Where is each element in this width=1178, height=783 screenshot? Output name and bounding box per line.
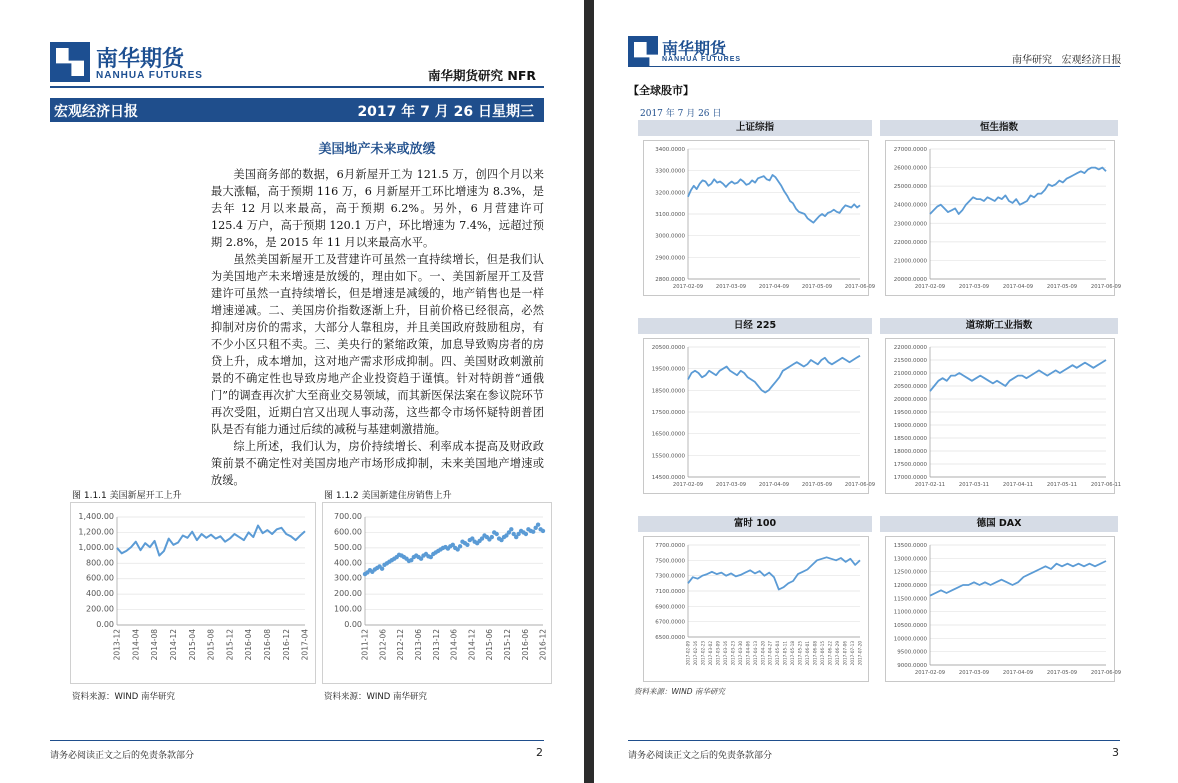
figure-2-caption: 图 1.1.2 美国新建住房销售上升 <box>324 491 452 501</box>
report-title-bar <box>50 98 544 122</box>
x-tick-label: 2017-03-09 <box>715 482 747 488</box>
x-tick-label: 2017-05-09 <box>1046 670 1078 676</box>
y-tick-label: 18000.0000 <box>893 449 927 455</box>
page-number: 3 <box>1112 746 1119 759</box>
x-tick-label: 2017-03-16 <box>722 641 728 666</box>
logo-chinese-name: 南华期货 <box>662 39 727 58</box>
x-tick-label: 2017-02-09 <box>685 641 691 666</box>
footer-divider <box>50 740 544 741</box>
y-tick-label: 21500.0000 <box>893 358 927 364</box>
y-tick-label: 15500.0000 <box>651 453 685 460</box>
x-tick-label: 2014-04 <box>131 629 141 661</box>
article-title: 美国地产未来或放缓 <box>318 142 436 157</box>
y-tick-label: 1,200.00 <box>78 527 114 537</box>
x-tick-label: 2017-05-18 <box>790 641 796 666</box>
chart-hang_seng <box>885 140 1122 296</box>
y-tick-label: 3300.0000 <box>655 168 685 175</box>
left-page <box>0 0 584 783</box>
header-divider <box>628 66 1120 67</box>
y-tick-label: 600.00 <box>86 573 114 583</box>
x-tick-label: 2015-06 <box>485 629 495 661</box>
housing-starts-svg <box>71 503 315 683</box>
x-tick-label: 2017-04-13 <box>752 641 758 666</box>
x-tick-label: 2016-08 <box>263 629 273 661</box>
y-tick-label: 1,400.00 <box>78 512 114 521</box>
series-line <box>930 360 1106 391</box>
y-tick-label: 3000.0000 <box>655 233 685 240</box>
y-tick-label: 18500.0000 <box>651 388 685 395</box>
x-tick-label: 2017-06-11 <box>1090 482 1122 488</box>
report-date: 2017 年 7 月 26 日星期三 <box>357 104 534 120</box>
y-tick-label: 27000.0000 <box>893 147 927 153</box>
research-brand: 南华期货研究 NFR <box>428 68 536 83</box>
x-tick-label: 2015-08 <box>206 629 216 661</box>
series-line <box>930 168 1106 214</box>
panel-title-hang_seng: 恒生指数 <box>880 120 1118 136</box>
y-tick-label: 700.00 <box>334 512 362 521</box>
logo-english-name: NANHUA FUTURES <box>662 56 742 63</box>
x-tick-label: 2017-03-09 <box>715 284 747 290</box>
x-tick-label: 2013-12 <box>112 629 122 661</box>
x-tick-label: 2017-03-11 <box>958 482 990 488</box>
y-tick-label: 20500.0000 <box>893 384 927 390</box>
y-tick-label: 17000.0000 <box>893 475 927 481</box>
x-tick-label: 2017-05-04 <box>775 641 781 666</box>
footer-divider <box>628 740 1120 741</box>
chart-svg-ftse100 <box>644 537 868 681</box>
chart-dow_jones <box>885 338 1122 494</box>
x-tick-label: 2017-03-09 <box>958 670 990 676</box>
x-tick-label: 2017-02-09 <box>914 670 946 676</box>
new-home-sales-svg <box>323 503 551 683</box>
y-tick-label: 12000.0000 <box>893 583 927 589</box>
x-tick-label: 2017-03-23 <box>730 641 736 666</box>
y-tick-label: 0.00 <box>344 620 362 629</box>
x-tick-label: 2017-04-09 <box>758 482 790 488</box>
page-number: 2 <box>536 746 543 759</box>
y-tick-label: 9500.0000 <box>897 649 927 656</box>
y-tick-label: 20500.0000 <box>651 345 685 351</box>
y-tick-label: 10500.0000 <box>893 623 927 629</box>
y-tick-label: 100.00 <box>334 604 362 614</box>
y-tick-label: 22000.0000 <box>893 345 927 351</box>
y-tick-label: 2900.0000 <box>655 255 685 262</box>
y-tick-label: 3400.0000 <box>655 147 685 153</box>
x-tick-label: 2017-02-11 <box>914 482 946 488</box>
x-tick-label: 2017-05-09 <box>1046 284 1078 290</box>
series-line <box>930 561 1106 596</box>
y-tick-label: 21000.0000 <box>893 371 927 377</box>
y-tick-label: 21000.0000 <box>893 258 927 265</box>
y-tick-label: 14500.0000 <box>651 475 685 481</box>
x-tick-label: 2017-05-11 <box>782 641 788 666</box>
x-tick-label: 2017-04-11 <box>1002 482 1034 488</box>
nanhua-logo-icon <box>50 42 90 82</box>
x-tick-label: 2016-04 <box>244 629 254 661</box>
x-tick-label: 2014-12 <box>467 629 477 661</box>
x-tick-label: 2014-06 <box>449 629 459 661</box>
y-tick-label: 800.00 <box>86 558 114 568</box>
header-right-text: 南华研究 宏观经济日报 <box>1012 55 1122 66</box>
y-tick-label: 26000.0000 <box>893 165 927 172</box>
x-tick-label: 2017-04-06 <box>745 641 751 666</box>
x-tick-label: 2017-02-23 <box>700 641 706 666</box>
data-point <box>458 544 462 548</box>
article-paragraph-1: 美国商务部的数据，6月新屋开工为 121.5 万，创四个月以来最大涨幅，高于预期 116 万，6 月新屋开工环比增速为 8.3%，是去年 12 月以来最高，高于预期 6.2%。另外，6 月营建许可 125.4 万户，高于预期 120.1 万户，环比增速为 7.4%，远超过预期 2.8%，是 2015 年 11 月以来最高水平。 <box>211 168 544 249</box>
x-tick-label: 2017-06-09 <box>844 284 876 290</box>
y-tick-label: 11000.0000 <box>893 609 927 616</box>
x-tick-label: 2015-12 <box>503 629 513 661</box>
x-tick-label: 2017-04-20 <box>760 641 766 666</box>
x-tick-label: 2017-06-08 <box>812 641 818 666</box>
chart-dax <box>885 536 1122 682</box>
x-tick-label: 2017-06-09 <box>1090 670 1122 676</box>
footer-disclaimer: 请务必阅读正文之后的免责条款部分 <box>50 751 195 761</box>
y-tick-label: 19500.0000 <box>651 366 685 373</box>
x-tick-label: 2017-06-15 <box>820 641 826 666</box>
panel-title-nikkei: 日经 225 <box>638 318 872 334</box>
panel-title-dax: 德国 DAX <box>880 516 1118 532</box>
y-tick-label: 9000.0000 <box>897 663 927 669</box>
data-point <box>509 527 513 531</box>
article-paragraph-3: 综上所述，我们认为，房价持续增长、利率成本提高及财政政策前景不确定性对美国房地产市场形成抑制，未来美国地产增速或放缓。 <box>211 440 544 487</box>
data-point <box>531 530 535 534</box>
x-tick-label: 2017-07-13 <box>849 641 855 666</box>
x-tick-label: 2017-03-30 <box>737 641 743 666</box>
y-tick-label: 300.00 <box>334 573 362 583</box>
x-tick-label: 2017-06-22 <box>827 641 833 666</box>
article-body <box>211 166 544 489</box>
y-tick-label: 13000.0000 <box>893 556 927 563</box>
y-tick-label: 12500.0000 <box>893 569 927 576</box>
article-paragraph-2: 虽然美国新屋开工及营建许可虽然一直持续增长，但是我们认为美国地产未来增速是放缓的，理由如下。一、美国新屋开工及营建许可虽然一直持续增长，但是增速是减缓的，地产销售也是一样增速递减。二、美国房价指数逐渐上升，目前价格已经很高，必然抑制对房价的需求，大部分人靠租房，并且美国政府鼓励租房，有不少小区只租不卖。三、美央行的紧缩政策，加息导致购房者的房贷上升，成本增加，这对地产需求形成抑制。四、美国财政刺激前景的不确定性也导致房地产企业投资趋于谨慎。针对特朗普“通俄门”的调查再次扩大至商业交易领域，而其新医保法案在参议院环节再次受阻，近期白宫又出现人事动荡，这些都令市场怀疑特朗普团队是否有能力通过后续的减税与基建刺激措施。 <box>211 253 544 436</box>
x-tick-label: 2017-07-20 <box>857 641 863 666</box>
y-tick-label: 19500.0000 <box>893 410 927 416</box>
header-divider <box>50 86 544 88</box>
x-tick-label: 2017-04-09 <box>1002 670 1034 676</box>
chart-shanghai <box>643 140 876 296</box>
x-tick-label: 2017-03-09 <box>715 641 721 666</box>
y-tick-label: 18500.0000 <box>893 436 927 442</box>
x-tick-label: 2014-12 <box>169 629 179 661</box>
series-line <box>688 356 860 393</box>
y-tick-label: 10000.0000 <box>893 636 927 643</box>
x-tick-label: 2017-03-02 <box>707 641 713 666</box>
data-point <box>380 567 384 571</box>
y-tick-label: 7300.0000 <box>655 573 685 580</box>
y-tick-label: 600.00 <box>334 527 362 537</box>
y-tick-label: 6700.0000 <box>655 619 685 626</box>
chart-svg-nikkei <box>644 339 876 493</box>
x-tick-label: 2017-03-09 <box>958 284 990 290</box>
y-tick-label: 11500.0000 <box>893 596 927 603</box>
panel-title-ftse100: 富时 100 <box>638 516 872 532</box>
y-tick-label: 22000.0000 <box>893 239 927 246</box>
x-tick-label: 2017-06-09 <box>844 482 876 488</box>
y-tick-label: 17500.0000 <box>893 462 927 468</box>
chart-nikkei <box>643 338 876 494</box>
x-tick-label: 2017-06-01 <box>805 641 811 666</box>
x-tick-label: 2017-04-27 <box>767 641 773 666</box>
right-source: 资料来源：WIND 南华研究 <box>634 687 725 696</box>
footer-disclaimer: 请务必阅读正文之后的免责条款部分 <box>628 751 773 761</box>
x-tick-label: 2017-05-11 <box>1046 482 1078 488</box>
y-tick-label: 7100.0000 <box>655 589 685 595</box>
section-title: 【全球股市】 <box>628 84 694 97</box>
y-tick-label: 200.00 <box>334 589 362 599</box>
y-tick-label: 13500.0000 <box>893 543 927 549</box>
logo-english-name: NANHUA FUTURES <box>96 70 203 81</box>
panel-title-dow_jones: 道琼斯工业指数 <box>880 318 1118 334</box>
x-tick-label: 2017-06-09 <box>1090 284 1122 290</box>
x-tick-label: 2017-02-09 <box>672 482 704 488</box>
x-tick-label: 2013-12 <box>431 629 441 661</box>
x-tick-label: 2017-05-09 <box>801 482 833 488</box>
x-tick-label: 2015-12 <box>225 629 235 661</box>
y-tick-label: 20000.0000 <box>893 277 927 283</box>
chart-svg-hang_seng <box>886 141 1122 295</box>
x-tick-label: 2017-04-09 <box>758 284 790 290</box>
x-tick-label: 2017-05-25 <box>797 641 803 666</box>
x-tick-label: 2017-04 <box>300 629 310 661</box>
data-point <box>465 543 469 547</box>
y-tick-label: 6500.0000 <box>655 635 685 641</box>
x-tick-label: 2017-02-09 <box>914 284 946 290</box>
y-tick-label: 0.00 <box>96 620 114 629</box>
x-tick-label: 2015-04 <box>187 629 197 661</box>
chart-svg-shanghai <box>644 141 876 295</box>
x-tick-label: 2017-05-09 <box>801 284 833 290</box>
x-tick-label: 2016-12 <box>538 629 548 661</box>
y-tick-label: 7700.0000 <box>655 543 685 549</box>
y-tick-label: 1,000.00 <box>78 542 114 552</box>
y-tick-label: 20000.0000 <box>893 397 927 403</box>
y-tick-label: 400.00 <box>86 589 114 599</box>
chart-svg-dax <box>886 537 1122 681</box>
page-gutter <box>584 0 594 783</box>
x-tick-label: 2017-02-09 <box>672 284 704 290</box>
x-tick-label: 2017-06-29 <box>835 641 841 666</box>
data-point <box>524 532 528 536</box>
y-tick-label: 16500.0000 <box>651 431 685 438</box>
figure-2-source: 资料来源：WIND 南华研究 <box>324 692 428 702</box>
x-tick-label: 2016-06 <box>520 629 530 661</box>
y-tick-label: 23000.0000 <box>893 221 927 228</box>
y-tick-label: 6900.0000 <box>655 604 685 611</box>
chart-ftse100 <box>643 536 869 682</box>
housing-starts-chart <box>70 502 316 684</box>
y-tick-label: 3100.0000 <box>655 212 685 218</box>
right-page <box>594 0 1178 783</box>
y-tick-label: 17500.0000 <box>651 410 685 416</box>
nanhua-logo-icon <box>628 36 658 66</box>
panel-title-shanghai: 上证综指 <box>638 120 872 136</box>
x-tick-label: 2016-12 <box>281 629 291 661</box>
y-tick-label: 25000.0000 <box>893 184 927 191</box>
x-tick-label: 2014-08 <box>150 629 160 661</box>
chart-svg-dow_jones <box>886 339 1122 493</box>
y-tick-label: 3200.0000 <box>655 190 685 197</box>
x-tick-label: 2012-06 <box>378 629 388 661</box>
figure-1-source: 资料来源：WIND 南华研究 <box>72 692 176 702</box>
y-tick-label: 2800.0000 <box>655 277 685 283</box>
x-tick-label: 2017-02-16 <box>692 641 698 666</box>
data-point <box>495 532 499 536</box>
date-line: 2017 年 7 月 26 日 <box>640 109 722 119</box>
data-point <box>490 535 494 539</box>
series-line <box>688 175 860 223</box>
x-tick-label: 2017-07-06 <box>842 641 848 666</box>
data-point <box>541 529 545 533</box>
new-home-sales-chart <box>322 502 552 684</box>
y-tick-label: 24000.0000 <box>893 202 927 209</box>
figure-1-caption: 图 1.1.1 美国新屋开工上升 <box>72 491 182 501</box>
x-tick-label: 2012-12 <box>396 629 406 661</box>
y-tick-label: 200.00 <box>86 604 114 614</box>
data-point <box>536 523 540 527</box>
x-tick-label: 2011-12 <box>360 629 370 661</box>
report-name: 宏观经济日报 <box>54 104 138 120</box>
y-tick-label: 19000.0000 <box>893 423 927 429</box>
x-tick-label: 2017-04-09 <box>1002 284 1034 290</box>
series-line <box>688 557 860 589</box>
x-tick-label: 2013-06 <box>414 629 424 661</box>
y-tick-label: 400.00 <box>334 558 362 568</box>
y-tick-label: 500.00 <box>334 542 362 552</box>
y-tick-label: 7500.0000 <box>655 558 685 565</box>
series-line <box>117 526 305 556</box>
logo-chinese-name: 南华期货 <box>96 47 185 72</box>
